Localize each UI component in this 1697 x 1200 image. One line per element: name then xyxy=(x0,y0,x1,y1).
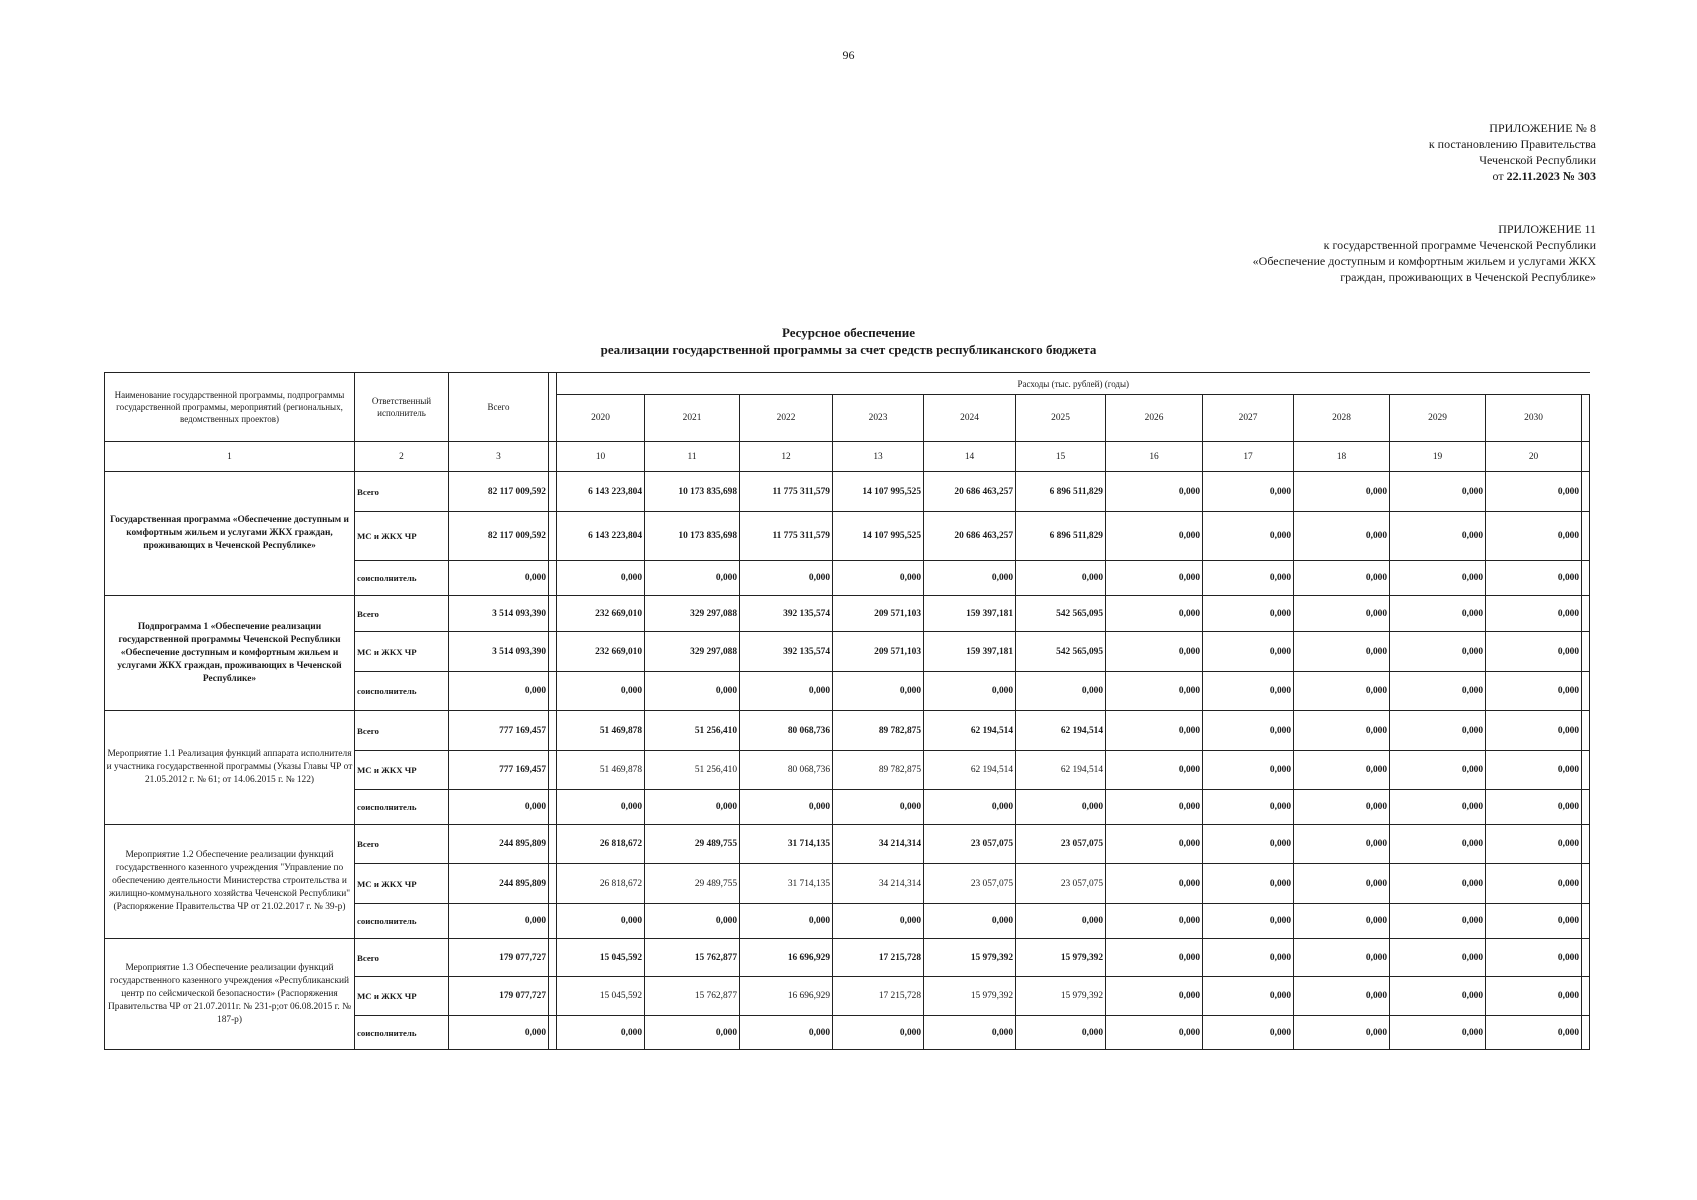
row-year-value: 0,000 xyxy=(1294,939,1390,977)
appendix-8-date-prefix: от xyxy=(1492,169,1507,183)
row-year-value: 15 979,392 xyxy=(1016,977,1106,1016)
row-year-value: 16 696,929 xyxy=(740,977,833,1016)
row-year-value: 0,000 xyxy=(1203,790,1294,825)
row-name: Государственная программа «Обеспечение доступным и комфортным жильем и услугами ЖКХ граждан, проживающих в Чеченской Республике» xyxy=(105,472,355,596)
row-year-value: 0,000 xyxy=(1203,825,1294,864)
row-year-value: 0,000 xyxy=(1106,632,1203,672)
row-total: 0,000 xyxy=(449,672,549,711)
row-year-value: 0,000 xyxy=(1016,904,1106,939)
row-year-value: 0,000 xyxy=(1294,472,1390,512)
column-number: 10 xyxy=(557,442,645,472)
row-year-value: 0,000 xyxy=(645,561,740,596)
row-year-value: 0,000 xyxy=(1486,632,1582,672)
appendix-8-line: к постановлению Правительства xyxy=(1428,137,1596,151)
row-separator xyxy=(549,711,557,751)
row-year-value: 0,000 xyxy=(833,672,924,711)
row-year-value: 14 107 995,525 xyxy=(833,512,924,561)
row-year-value: 0,000 xyxy=(1294,751,1390,790)
row-year-value: 0,000 xyxy=(1486,1016,1582,1050)
header-year: 2030 xyxy=(1486,395,1582,442)
row-executor: МС и ЖКХ ЧР xyxy=(355,864,449,904)
row-year-value: 0,000 xyxy=(1390,825,1486,864)
row-year-value: 0,000 xyxy=(1106,977,1203,1016)
row-year-value: 62 194,514 xyxy=(1016,751,1106,790)
appendix-11-line: «Обеспечение доступным и комфортным жильем и услугами ЖКХ xyxy=(1252,254,1596,268)
row-year-value: 329 297,088 xyxy=(645,632,740,672)
row-year-value: 14 107 995,525 xyxy=(833,472,924,512)
row-year-value: 10 173 835,698 xyxy=(645,512,740,561)
row-separator xyxy=(549,825,557,864)
row-separator xyxy=(549,977,557,1016)
row-year-value: 0,000 xyxy=(1106,472,1203,512)
row-executor: Всего xyxy=(355,596,449,632)
header-year: 2025 xyxy=(1016,395,1106,442)
row-year-value: 0,000 xyxy=(1294,977,1390,1016)
row-year-value: 0,000 xyxy=(1106,864,1203,904)
row-year-value: 0,000 xyxy=(833,904,924,939)
row-total: 82 117 009,592 xyxy=(449,472,549,512)
row-separator xyxy=(549,864,557,904)
table-row xyxy=(105,711,1590,751)
row-separator xyxy=(549,472,557,512)
row-total: 0,000 xyxy=(449,561,549,596)
row-year-value: 0,000 xyxy=(645,904,740,939)
column-number: 19 xyxy=(1390,442,1486,472)
column-number: 18 xyxy=(1294,442,1390,472)
row-total: 0,000 xyxy=(449,904,549,939)
row-year-value: 15 045,592 xyxy=(557,977,645,1016)
row-year-value: 0,000 xyxy=(1486,790,1582,825)
row-year-value: 31 714,135 xyxy=(740,864,833,904)
row-year-value: 0,000 xyxy=(1106,672,1203,711)
row-year-value: 0,000 xyxy=(1390,472,1486,512)
row-year-value: 62 194,514 xyxy=(924,711,1016,751)
row-year-value: 0,000 xyxy=(1390,977,1486,1016)
row-year-value: 392 135,574 xyxy=(740,596,833,632)
row-year-value: 0,000 xyxy=(1294,904,1390,939)
row-separator xyxy=(549,904,557,939)
column-number: 16 xyxy=(1106,442,1203,472)
row-year-value: 51 469,878 xyxy=(557,711,645,751)
row-year-value: 0,000 xyxy=(557,790,645,825)
row-year-value: 0,000 xyxy=(1203,561,1294,596)
row-year-value: 6 896 511,829 xyxy=(1016,512,1106,561)
row-year-value: 159 397,181 xyxy=(924,596,1016,632)
row-year-value: 0,000 xyxy=(1106,751,1203,790)
row-executor: соисполнитель xyxy=(355,561,449,596)
row-year-value: 0,000 xyxy=(833,1016,924,1050)
row-executor: Всего xyxy=(355,825,449,864)
table-row xyxy=(105,825,1590,864)
row-year-value: 0,000 xyxy=(833,790,924,825)
row-executor: МС и ЖКХ ЧР xyxy=(355,632,449,672)
row-separator xyxy=(549,596,557,632)
row-total: 777 169,457 xyxy=(449,751,549,790)
row-year-value: 26 818,672 xyxy=(557,825,645,864)
row-total: 179 077,727 xyxy=(449,939,549,977)
column-number: 13 xyxy=(833,442,924,472)
appendix-8-block xyxy=(1429,120,1596,184)
row-year-value: 0,000 xyxy=(1203,596,1294,632)
row-total: 0,000 xyxy=(449,790,549,825)
row-year-value: 23 057,075 xyxy=(924,825,1016,864)
row-year-value: 10 173 835,698 xyxy=(645,472,740,512)
row-year-value: 0,000 xyxy=(1106,1016,1203,1050)
row-year-value: 17 215,728 xyxy=(833,977,924,1016)
row-year-value: 0,000 xyxy=(1486,904,1582,939)
row-year-value: 15 979,392 xyxy=(924,977,1016,1016)
row-year-value: 0,000 xyxy=(1294,1016,1390,1050)
row-year-value: 0,000 xyxy=(1016,561,1106,596)
row-year-value: 26 818,672 xyxy=(557,864,645,904)
row-year-value: 23 057,075 xyxy=(1016,864,1106,904)
header-year: 2028 xyxy=(1294,395,1390,442)
row-year-value: 80 068,736 xyxy=(740,711,833,751)
row-total: 244 895,809 xyxy=(449,864,549,904)
page-number: 96 xyxy=(842,48,855,62)
row-year-value: 0,000 xyxy=(924,672,1016,711)
row-year-value: 0,000 xyxy=(1294,864,1390,904)
header-executor: Ответственный исполнитель xyxy=(355,373,449,442)
row-separator xyxy=(1582,632,1590,672)
header-year: 2029 xyxy=(1390,395,1486,442)
row-year-value: 0,000 xyxy=(1106,825,1203,864)
row-total: 777 169,457 xyxy=(449,711,549,751)
row-year-value: 0,000 xyxy=(1390,939,1486,977)
row-year-value: 34 214,314 xyxy=(833,825,924,864)
row-separator xyxy=(1582,1016,1590,1050)
row-year-value: 0,000 xyxy=(1203,512,1294,561)
row-executor: соисполнитель xyxy=(355,904,449,939)
row-year-value: 0,000 xyxy=(740,672,833,711)
row-separator xyxy=(1582,561,1590,596)
header-year: 2020 xyxy=(557,395,645,442)
row-year-value: 62 194,514 xyxy=(924,751,1016,790)
row-year-value: 0,000 xyxy=(1390,790,1486,825)
row-year-value: 0,000 xyxy=(1294,512,1390,561)
row-year-value: 0,000 xyxy=(1390,864,1486,904)
table-row xyxy=(105,596,1590,632)
appendix-8-line: Чеченской Республики xyxy=(1479,153,1596,167)
column-number: 17 xyxy=(1203,442,1294,472)
appendix-11-line: граждан, проживающих в Чеченской Республике» xyxy=(1340,270,1596,284)
row-year-value: 0,000 xyxy=(1390,751,1486,790)
row-total: 0,000 xyxy=(449,1016,549,1050)
row-year-value: 0,000 xyxy=(557,672,645,711)
row-year-value: 0,000 xyxy=(1106,711,1203,751)
header-year: 2026 xyxy=(1106,395,1203,442)
column-separator xyxy=(1582,442,1590,472)
appendix-8-date: 22.11.2023 № 303 xyxy=(1506,169,1596,183)
row-separator xyxy=(1582,825,1590,864)
row-year-value: 0,000 xyxy=(1486,864,1582,904)
row-separator xyxy=(549,751,557,790)
row-year-value: 51 256,410 xyxy=(645,711,740,751)
row-name: Подпрограмма 1 «Обеспечение реализации государственной программы Чеченской Республики «Обеспечение доступным и комфортным жильем и услугами ЖКХ граждан, проживающих в Чеченской Республике» xyxy=(105,596,355,711)
table-row xyxy=(105,939,1590,977)
header-row xyxy=(105,373,1590,395)
row-year-value: 11 775 311,579 xyxy=(740,512,833,561)
column-number: 20 xyxy=(1486,442,1582,472)
row-year-value: 0,000 xyxy=(1486,561,1582,596)
row-separator xyxy=(1582,939,1590,977)
row-year-value: 0,000 xyxy=(1390,512,1486,561)
column-numbers-row xyxy=(105,442,1590,472)
row-separator xyxy=(549,561,557,596)
row-year-value: 20 686 463,257 xyxy=(924,472,1016,512)
row-year-value: 0,000 xyxy=(645,672,740,711)
row-year-value: 0,000 xyxy=(1294,825,1390,864)
header-right-separator xyxy=(1582,395,1590,442)
row-year-value: 0,000 xyxy=(1294,672,1390,711)
row-year-value: 0,000 xyxy=(924,904,1016,939)
row-year-value: 15 762,877 xyxy=(645,977,740,1016)
row-executor: Всего xyxy=(355,472,449,512)
budget-table xyxy=(104,372,1590,1050)
column-number: 2 xyxy=(355,442,449,472)
row-year-value: 0,000 xyxy=(1486,825,1582,864)
row-year-value: 0,000 xyxy=(1294,596,1390,632)
row-year-value: 0,000 xyxy=(740,904,833,939)
row-year-value: 232 669,010 xyxy=(557,596,645,632)
row-year-value: 0,000 xyxy=(1106,904,1203,939)
header-total: Всего xyxy=(449,373,549,442)
row-year-value: 0,000 xyxy=(1106,561,1203,596)
row-year-value: 0,000 xyxy=(1016,672,1106,711)
row-separator xyxy=(549,632,557,672)
row-year-value: 0,000 xyxy=(1203,472,1294,512)
row-year-value: 0,000 xyxy=(1203,711,1294,751)
column-separator xyxy=(549,442,557,472)
row-separator xyxy=(1582,672,1590,711)
row-year-value: 0,000 xyxy=(1203,977,1294,1016)
row-year-value: 0,000 xyxy=(924,1016,1016,1050)
appendix-8-line: ПРИЛОЖЕНИЕ № 8 xyxy=(1489,121,1596,135)
row-year-value: 0,000 xyxy=(1390,561,1486,596)
row-separator xyxy=(1582,790,1590,825)
row-year-value: 0,000 xyxy=(1486,672,1582,711)
row-executor: МС и ЖКХ ЧР xyxy=(355,751,449,790)
row-year-value: 0,000 xyxy=(1203,632,1294,672)
row-year-value: 209 571,103 xyxy=(833,632,924,672)
row-year-value: 0,000 xyxy=(557,904,645,939)
row-separator xyxy=(1582,472,1590,512)
header-year: 2022 xyxy=(740,395,833,442)
row-year-value: 16 696,929 xyxy=(740,939,833,977)
row-name: Мероприятие 1.3 Обеспечение реализации функций государственного казенного учреждения «Республиканский центр по сейсмической безопасности» (Распоряжения Правительства ЧР от 21.07.2011г. № 231-р;от 06.08.2015 г. № 187-р) xyxy=(105,939,355,1050)
row-year-value: 34 214,314 xyxy=(833,864,924,904)
row-year-value: 0,000 xyxy=(1294,790,1390,825)
row-year-value: 0,000 xyxy=(1486,939,1582,977)
row-year-value: 0,000 xyxy=(924,561,1016,596)
row-separator xyxy=(1582,977,1590,1016)
header-year: 2027 xyxy=(1203,395,1294,442)
appendix-8-date-line xyxy=(1429,168,1596,184)
row-year-value: 0,000 xyxy=(645,790,740,825)
row-separator xyxy=(1582,864,1590,904)
row-total: 244 895,809 xyxy=(449,825,549,864)
appendix-11-block xyxy=(1253,221,1596,285)
row-total: 3 514 093,390 xyxy=(449,632,549,672)
column-number: 1 xyxy=(105,442,355,472)
row-executor: Всего xyxy=(355,939,449,977)
row-year-value: 159 397,181 xyxy=(924,632,1016,672)
title-line-2: реализации государственной программы за счет средств республиканского бюджета xyxy=(600,342,1097,357)
row-year-value: 0,000 xyxy=(557,561,645,596)
row-year-value: 15 762,877 xyxy=(645,939,740,977)
row-year-value: 0,000 xyxy=(740,790,833,825)
column-number: 3 xyxy=(449,442,549,472)
row-year-value: 89 782,875 xyxy=(833,711,924,751)
column-number: 11 xyxy=(645,442,740,472)
row-year-value: 11 775 311,579 xyxy=(740,472,833,512)
row-year-value: 0,000 xyxy=(1016,790,1106,825)
row-year-value: 0,000 xyxy=(740,1016,833,1050)
row-year-value: 29 489,755 xyxy=(645,825,740,864)
header-name: Наименование государственной программы, подпрограммы государственной программы, мероприятий (региональных, ведомственных проектов) xyxy=(105,373,355,442)
row-year-value: 0,000 xyxy=(645,1016,740,1050)
row-year-value: 0,000 xyxy=(1203,864,1294,904)
row-year-value: 0,000 xyxy=(833,561,924,596)
column-number: 14 xyxy=(924,442,1016,472)
row-year-value: 31 714,135 xyxy=(740,825,833,864)
header-year: 2023 xyxy=(833,395,924,442)
row-year-value: 20 686 463,257 xyxy=(924,512,1016,561)
row-year-value: 51 469,878 xyxy=(557,751,645,790)
row-year-value: 232 669,010 xyxy=(557,632,645,672)
row-executor: МС и ЖКХ ЧР xyxy=(355,512,449,561)
row-separator xyxy=(1582,751,1590,790)
row-year-value: 23 057,075 xyxy=(1016,825,1106,864)
row-year-value: 6 896 511,829 xyxy=(1016,472,1106,512)
row-executor: Всего xyxy=(355,711,449,751)
header-year: 2024 xyxy=(924,395,1016,442)
header-separator xyxy=(549,373,557,442)
row-year-value: 62 194,514 xyxy=(1016,711,1106,751)
row-year-value: 0,000 xyxy=(1203,939,1294,977)
row-year-value: 0,000 xyxy=(557,1016,645,1050)
row-year-value: 0,000 xyxy=(1294,632,1390,672)
row-year-value: 0,000 xyxy=(1106,596,1203,632)
row-year-value: 0,000 xyxy=(1294,561,1390,596)
row-year-value: 0,000 xyxy=(1390,596,1486,632)
row-separator xyxy=(1582,596,1590,632)
column-number: 15 xyxy=(1016,442,1106,472)
row-total: 3 514 093,390 xyxy=(449,596,549,632)
row-total: 82 117 009,592 xyxy=(449,512,549,561)
row-year-value: 0,000 xyxy=(1390,711,1486,751)
document-title xyxy=(0,324,1697,358)
row-year-value: 0,000 xyxy=(1390,632,1486,672)
row-year-value: 0,000 xyxy=(1486,751,1582,790)
row-year-value: 6 143 223,804 xyxy=(557,512,645,561)
row-year-value: 542 565,095 xyxy=(1016,632,1106,672)
row-separator xyxy=(1582,904,1590,939)
appendix-11-line: ПРИЛОЖЕНИЕ 11 xyxy=(1498,222,1596,236)
row-year-value: 0,000 xyxy=(1203,904,1294,939)
row-separator xyxy=(549,672,557,711)
row-year-value: 0,000 xyxy=(1390,672,1486,711)
row-year-value: 0,000 xyxy=(1390,1016,1486,1050)
row-year-value: 6 143 223,804 xyxy=(557,472,645,512)
row-executor: соисполнитель xyxy=(355,672,449,711)
table-row xyxy=(105,472,1590,512)
title-line-1: Ресурсное обеспечение xyxy=(781,325,916,340)
row-year-value: 392 135,574 xyxy=(740,632,833,672)
row-name: Мероприятие 1.2 Обеспечение реализации функций государственного казенного учреждения "Управление по обеспечению деятельности Министерства строительства и жилищно-коммунального хозяйства Чеченской Республики" (Распоряжение Правительства ЧР от 21.02.2017 г. № 39-р) xyxy=(105,825,355,939)
row-executor: соисполнитель xyxy=(355,1016,449,1050)
row-year-value: 15 979,392 xyxy=(924,939,1016,977)
row-year-value: 89 782,875 xyxy=(833,751,924,790)
row-executor: МС и ЖКХ ЧР xyxy=(355,977,449,1016)
row-name: Мероприятие 1.1 Реализация функций аппарата исполнителя и участника государственной программы (Указы Главы ЧР от 21.05.2012 г. № 61; от 14.06.2015 г. № 122) xyxy=(105,711,355,825)
header-year: 2021 xyxy=(645,395,740,442)
row-year-value: 0,000 xyxy=(1486,472,1582,512)
row-year-value: 0,000 xyxy=(1486,711,1582,751)
row-year-value: 0,000 xyxy=(740,561,833,596)
column-number: 12 xyxy=(740,442,833,472)
row-year-value: 0,000 xyxy=(1390,904,1486,939)
row-year-value: 0,000 xyxy=(1016,1016,1106,1050)
row-year-value: 51 256,410 xyxy=(645,751,740,790)
row-separator xyxy=(1582,512,1590,561)
row-year-value: 15 045,592 xyxy=(557,939,645,977)
row-year-value: 0,000 xyxy=(1486,596,1582,632)
row-total: 179 077,727 xyxy=(449,977,549,1016)
row-separator xyxy=(549,1016,557,1050)
row-year-value: 0,000 xyxy=(1294,711,1390,751)
row-year-value: 329 297,088 xyxy=(645,596,740,632)
row-separator xyxy=(1582,711,1590,751)
row-separator xyxy=(549,939,557,977)
row-year-value: 0,000 xyxy=(1106,512,1203,561)
row-year-value: 542 565,095 xyxy=(1016,596,1106,632)
row-separator xyxy=(549,512,557,561)
appendix-11-line: к государственной программе Чеченской Республики xyxy=(1323,238,1596,252)
row-year-value: 0,000 xyxy=(1203,751,1294,790)
row-year-value: 29 489,755 xyxy=(645,864,740,904)
row-year-value: 15 979,392 xyxy=(1016,939,1106,977)
row-separator xyxy=(549,790,557,825)
header-expenses: Расходы (тыс. рублей) (годы) xyxy=(557,373,1590,395)
row-year-value: 0,000 xyxy=(924,790,1016,825)
row-year-value: 0,000 xyxy=(1486,512,1582,561)
row-executor: соисполнитель xyxy=(355,790,449,825)
row-year-value: 0,000 xyxy=(1106,939,1203,977)
row-year-value: 17 215,728 xyxy=(833,939,924,977)
row-year-value: 209 571,103 xyxy=(833,596,924,632)
row-year-value: 0,000 xyxy=(1203,1016,1294,1050)
row-year-value: 23 057,075 xyxy=(924,864,1016,904)
row-year-value: 0,000 xyxy=(1203,672,1294,711)
row-year-value: 80 068,736 xyxy=(740,751,833,790)
row-year-value: 0,000 xyxy=(1106,790,1203,825)
row-year-value: 0,000 xyxy=(1486,977,1582,1016)
